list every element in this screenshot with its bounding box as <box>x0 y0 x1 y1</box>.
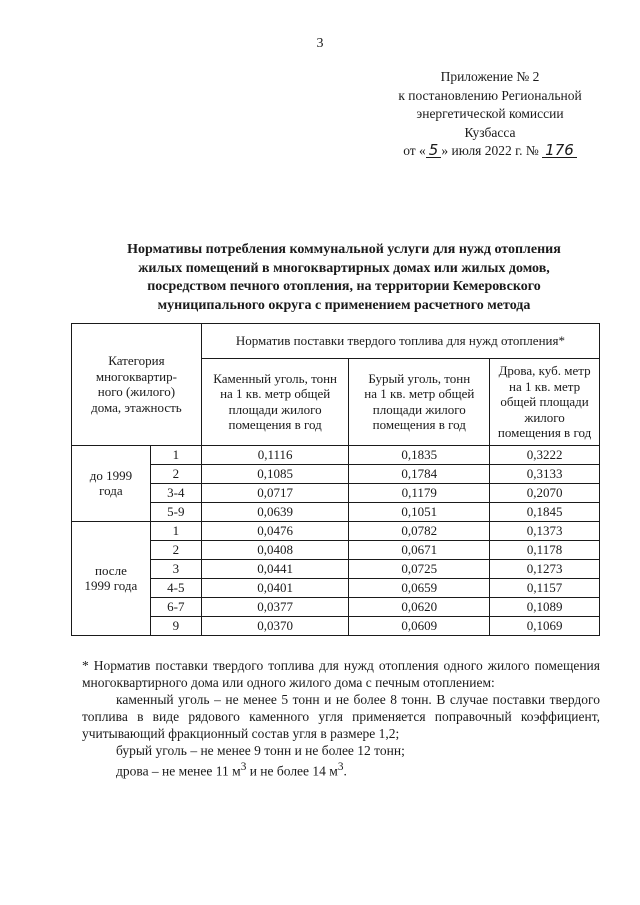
appendix-line: Приложение № 2 <box>440 69 540 84</box>
table-row <box>72 597 600 616</box>
footnote-intro: * Норматив поставки твердого топлива для нужд отопления одного жилого помещения многоквартирного дома или одного жилого дома с печным отоплением: <box>82 658 600 690</box>
floors-cell: 4-5 <box>150 578 201 597</box>
hard-coal-value: 0,0377 <box>201 597 349 616</box>
brown-coal-value: 0,0725 <box>349 559 490 578</box>
floors-cell: 3-4 <box>150 483 201 502</box>
page-number: 3 <box>316 36 324 51</box>
firewood-header: Дрова, куб. метр на 1 кв. метр общей площади жилого помещения в год <box>490 359 600 446</box>
brown-coal-value: 0,0782 <box>349 521 490 540</box>
firewood-value: 0,1845 <box>490 502 600 521</box>
document-title <box>78 241 610 315</box>
table-row <box>72 445 600 464</box>
floors-cell: 9 <box>150 616 201 635</box>
title-line: посредством печного отопления, на территории Кемеровского <box>147 279 541 294</box>
firewood-value: 0,1373 <box>490 521 600 540</box>
footnote <box>82 657 600 780</box>
brown-coal-value: 0,1784 <box>349 464 490 483</box>
appendix-line: к постановлению Региональной <box>398 87 582 103</box>
hard-coal-header: Каменный уголь, тонн на 1 кв. метр общей площади жилого помещения в год <box>201 359 349 446</box>
fuel-standard-header: Норматив поставки твердого топлива для нужд отопления* <box>201 324 599 359</box>
date-day-handwritten: 5 <box>426 143 442 158</box>
floors-cell: 2 <box>150 464 201 483</box>
firewood-value: 0,1069 <box>490 616 600 635</box>
table-row <box>72 540 600 559</box>
floors-cell: 2 <box>150 540 201 559</box>
hard-coal-value: 0,1116 <box>201 445 349 464</box>
table-row <box>72 483 600 502</box>
table-row <box>72 521 600 540</box>
firewood-value: 0,3222 <box>490 445 600 464</box>
appendix-line: Кузбасса <box>464 124 516 140</box>
hard-coal-value: 0,0717 <box>201 483 349 502</box>
brown-coal-value: 0,0659 <box>349 578 490 597</box>
footnote-hard-coal: каменный уголь – не менее 5 тонн и не более 8 тонн. В случае поставки твердого топлива в виде рядового каменного угля применяется поправочный коэффициент, учитывающий фракционный состав угля в размере 1,2; <box>82 692 600 741</box>
footnote-firewood: дрова – не менее 11 $м^3$ и не более 14 $м^3$. <box>116 761 347 779</box>
category-header: Категория многоквартир- ного (жилого) дома, этажность <box>72 324 202 446</box>
hard-coal-value: 0,0476 <box>201 521 349 540</box>
firewood-value: 0,1273 <box>490 559 600 578</box>
firewood-value: 0,1157 <box>490 578 600 597</box>
table-row <box>72 464 600 483</box>
hard-coal-value: 0,0370 <box>201 616 349 635</box>
category-after-1999: после 1999 года <box>72 521 151 635</box>
date-middle: » июля 2022 г. № <box>441 143 539 158</box>
appendix-line: энергетической комиссии <box>416 106 564 121</box>
firewood-value: 0,2070 <box>490 483 600 502</box>
table-row <box>72 502 600 521</box>
floors-cell: 1 <box>150 521 201 540</box>
brown-coal-value: 0,1179 <box>349 483 490 502</box>
table-row <box>72 559 600 578</box>
firewood-value: 0,3133 <box>490 464 600 483</box>
title-line: муниципального округа с применением расчетного метода <box>157 297 531 313</box>
appendix-date <box>340 142 640 161</box>
firewood-value: 0,1178 <box>490 540 600 559</box>
title-line: жилых помещений в многоквартирных домах или жилых домов, <box>138 260 550 276</box>
firewood-value: 0,1089 <box>490 597 600 616</box>
hard-coal-value: 0,0441 <box>201 559 349 578</box>
footnote-brown-coal: бурый уголь – не менее 9 тонн и не более 12 тонн; <box>116 743 405 758</box>
brown-coal-value: 0,0609 <box>349 616 490 635</box>
brown-coal-header: Бурый уголь, тонн на 1 кв. метр общей площади жилого помещения в год <box>349 359 490 446</box>
norms-table <box>71 323 600 636</box>
category-before-1999: до 1999 года <box>72 445 151 521</box>
brown-coal-value: 0,0620 <box>349 597 490 616</box>
hard-coal-value: 0,0408 <box>201 540 349 559</box>
hard-coal-value: 0,0639 <box>201 502 349 521</box>
appendix-header <box>340 68 640 161</box>
brown-coal-value: 0,1051 <box>349 502 490 521</box>
brown-coal-value: 0,1835 <box>349 445 490 464</box>
hard-coal-value: 0,0401 <box>201 578 349 597</box>
table-row <box>72 616 600 635</box>
document-number-handwritten: 176 <box>542 143 577 158</box>
table-row <box>72 578 600 597</box>
date-prefix: от « <box>403 143 426 158</box>
floors-cell: 5-9 <box>150 502 201 521</box>
floors-cell: 1 <box>150 445 201 464</box>
title-line: Нормативы потребления коммунальной услуги для нужд отопления <box>127 242 561 257</box>
floors-cell: 3 <box>150 559 201 578</box>
floors-cell: 6-7 <box>150 597 201 616</box>
brown-coal-value: 0,0671 <box>349 540 490 559</box>
hard-coal-value: 0,1085 <box>201 464 349 483</box>
